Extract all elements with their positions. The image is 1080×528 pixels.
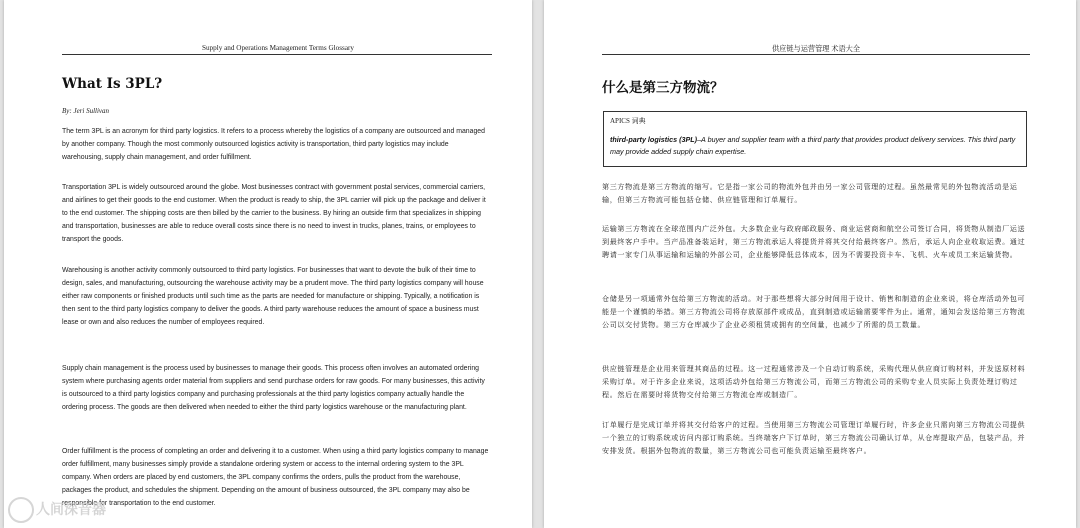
- paragraph-intro-cn: 第三方物流是第三方物流的缩写。它是指一家公司的物流外包并由另一家公司管理的过程。虽然最常见的外包物流活动是运输，但第三方物流可能包括仓储、供应链管理和订单履行。: [602, 182, 1018, 205]
- running-header: Supply and Operations Management Terms Glossary: [201, 44, 355, 52]
- watermark-logo-icon: [8, 497, 34, 523]
- page-title-cn: 什么是第三方物流？: [602, 80, 724, 96]
- running-header-cn: 供应链与运营管理 术语大全: [771, 45, 861, 53]
- paragraph-warehousing-cn: 仓储是另一项通常外包给第三方物流的活动。对于那些想将大部分时间用于设计、销售和制造的企业来说，将仓库活动外包可能是一个谨慎的举措。第三方物流公司将存放原部件或成品，直到制造或运输需要零件为止。通常，通知会发送给第三方物流公司以交付货物。第三方仓库减少了企业必须租赁或拥有的空间量，也减少了所需的员工数量。: [602, 294, 1026, 330]
- paragraph-order-fulfillment: Order fulfillment is the process of completing an order and delivering it to a customer. When using a third party logistics company to manage order fulfillment, many businesses simply provide a standalone ordering system or access to the internal ordering system to the 3PL company. When orders are placed by end customers, the 3PL company confirms the orders, pulls the product from the warehouse, packages the product, and schedules the shipment. Depending on the amount of business outsourced, the 3PL company may also be responsible for transportation to the end customer.: [62, 448, 489, 508]
- definition: [610, 134, 1020, 157]
- watermark: [0, 494, 120, 524]
- watermark-text: 人间深音器: [36, 502, 106, 518]
- paragraph-supply-chain-cn: 供应链管理是企业用来管理其商品的过程。这一过程通常涉及一个自动订购系统，采购代理从供应商订购材料，并发送原材料采购订单。对于许多企业来说，这项活动外包给第三方物流公司，而第三方物流公司的采购专业人员实际上负责处理订购过程。然后在需要时将货物交付给第三方物流仓库或制造厂。: [602, 364, 1026, 400]
- paragraph-transportation: Transportation 3PL is widely outsourced around the globe. Most businesses contract with government postal services, commercial carriers, and airlines to get their goods to the end customer. When the product is ready to ship, the 3PL carrier will pick up the package and deliver it to the end customer. The shipping costs are then billed by the carrier to the business. By hiring an outside firm that specializes in shipping and transportation, businesses are able to reduce overall costs since there is no need to invest in trucks, planes, trains, or employees to transport the goods.: [62, 184, 486, 244]
- definition-text: –A buyer and supplier team with a third party that provides product delivery services. This third party may provide added supply chain expertise.: [610, 135, 1016, 156]
- byline: By: Jeri Sullivan: [62, 107, 110, 115]
- apics-label: APICS 词典: [610, 117, 646, 125]
- paragraph-transportation-cn: 运输第三方物流在全球范围内广泛外包。大多数企业与政府邮政服务、商业运营商和航空公司签订合同，将货物从制造厂运送到最终客户手中。当产品准备装运时，第三方物流承运人将提货并将其交付给最终客户。然后，承运人向企业收取运费。通过聘请一家专门从事运输和运输的外部公司，企业能够降低总体成本，因为不需要投资卡车、飞机、火车或员工来运输货物。: [602, 224, 1026, 260]
- document-page-right: [544, 0, 1076, 528]
- header-rule: [62, 54, 492, 55]
- paragraph-order-fulfillment-cn: 订单履行是完成订单并将其交付给客户的过程。当使用第三方物流公司管理订单履行时，许多企业只需向第三方物流公司提供一个独立的订购系统或访问内部订购系统。当终端客户下订单时，第三方物流公司确认订单，从仓库提取产品，包装产品，并安排发货。根据外包物流的数量，第三方物流公司也可能负责运输至最终客户。: [602, 420, 1026, 456]
- paragraph-intro: The term 3PL is an acronym for third party logistics. It refers to a process whereby the logistics of a company are outsourced and managed by another company. Though the most commonly outsourced logistics activity is transportation, third party logistics may include warehousing, supply chain management, and order fulfillment.: [62, 128, 485, 162]
- page-title: What Is 3PL?: [62, 76, 163, 92]
- apics-definition-box: [603, 111, 1027, 167]
- header-rule: [602, 54, 1030, 55]
- definition-term: third-party logistics (3PL): [610, 135, 698, 144]
- paragraph-supply-chain: Supply chain management is the process used by businesses to manage their goods. This process often involves an automated ordering system where purchasing agents order material from suppliers and send purchase orders for raw goods. For many businesses, this activity is outsourced to a third party logistics company and purchasing professionals at the third party logistics company actually handle the ordering process. The goods are then delivered when needed to either the third party logistics warehouse or the manufacturing plant.: [62, 365, 485, 412]
- paragraph-warehousing: Warehousing is another activity commonly outsourced to third party logistics. For businesses that want to devote the bulk of their time to design, sales, and manufacturing, outsourcing the warehouse activity may be a prudent move. The third party logistics company will house either raw components or finished products until such time as the parts are needed for manufacture or shipping. Typically, a notification is then sent to the third party logistics company to deliver the goods. A third party warehouse reduces the amount of space a business must lease or own and also reduces the number of employees required.: [62, 267, 484, 327]
- document-page-left: [4, 0, 532, 528]
